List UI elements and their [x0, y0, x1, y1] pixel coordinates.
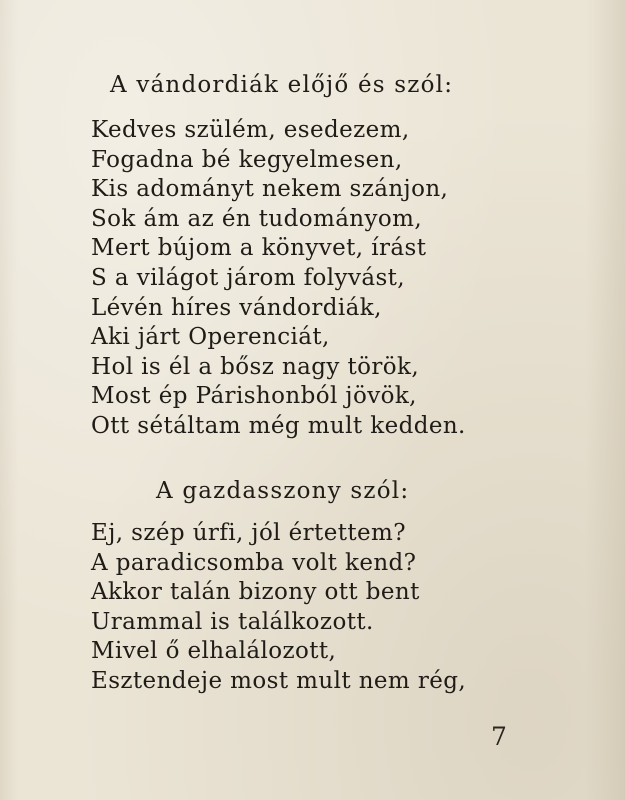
verse-line: Aki járt Operenciát, [91, 324, 330, 351]
stanza-vandordiak [91, 116, 466, 442]
verse-line: Most ép Párishonból jövök, [91, 383, 417, 410]
verse-line: Mivel ő elhalálozott, [91, 638, 337, 665]
verse-line: Lévén híres vándordiák, [91, 294, 382, 321]
verse-line: Fogadna bé kegyelmesen, [91, 146, 403, 173]
stanza-gazdasszony [91, 519, 466, 697]
verse-line: S a világot járom folyvást, [91, 264, 406, 291]
section-heading-gazdasszony: A gazdasszony szól: [156, 478, 410, 504]
verse-line: Sok ám az én tudományom, [91, 205, 423, 232]
section-heading-vandordiak: A vándordiák előjő és szól: [110, 72, 454, 98]
verse-line: Urammal is találkozott. [91, 608, 374, 635]
verse-line: A paradicsomba volt kend? [91, 549, 417, 576]
verse-line: Akkor talán bizony ott bent [91, 579, 420, 606]
verse-line: Ej, szép úrfi, jól értettem? [91, 520, 406, 546]
verse-line: Kedves szülém, esedezem, [91, 117, 410, 143]
verse-line: Esztendeje most mult nem rég, [91, 667, 467, 694]
verse-line: Kis adományt nekem szánjon, [91, 176, 449, 203]
verse-line: Mert bújom a könyvet, írást [91, 235, 427, 262]
verse-line: Hol is él a bősz nagy török, [91, 353, 420, 380]
page-number: 7 [491, 722, 507, 751]
verse-line: Ott sétáltam még mult kedden. [91, 412, 466, 439]
